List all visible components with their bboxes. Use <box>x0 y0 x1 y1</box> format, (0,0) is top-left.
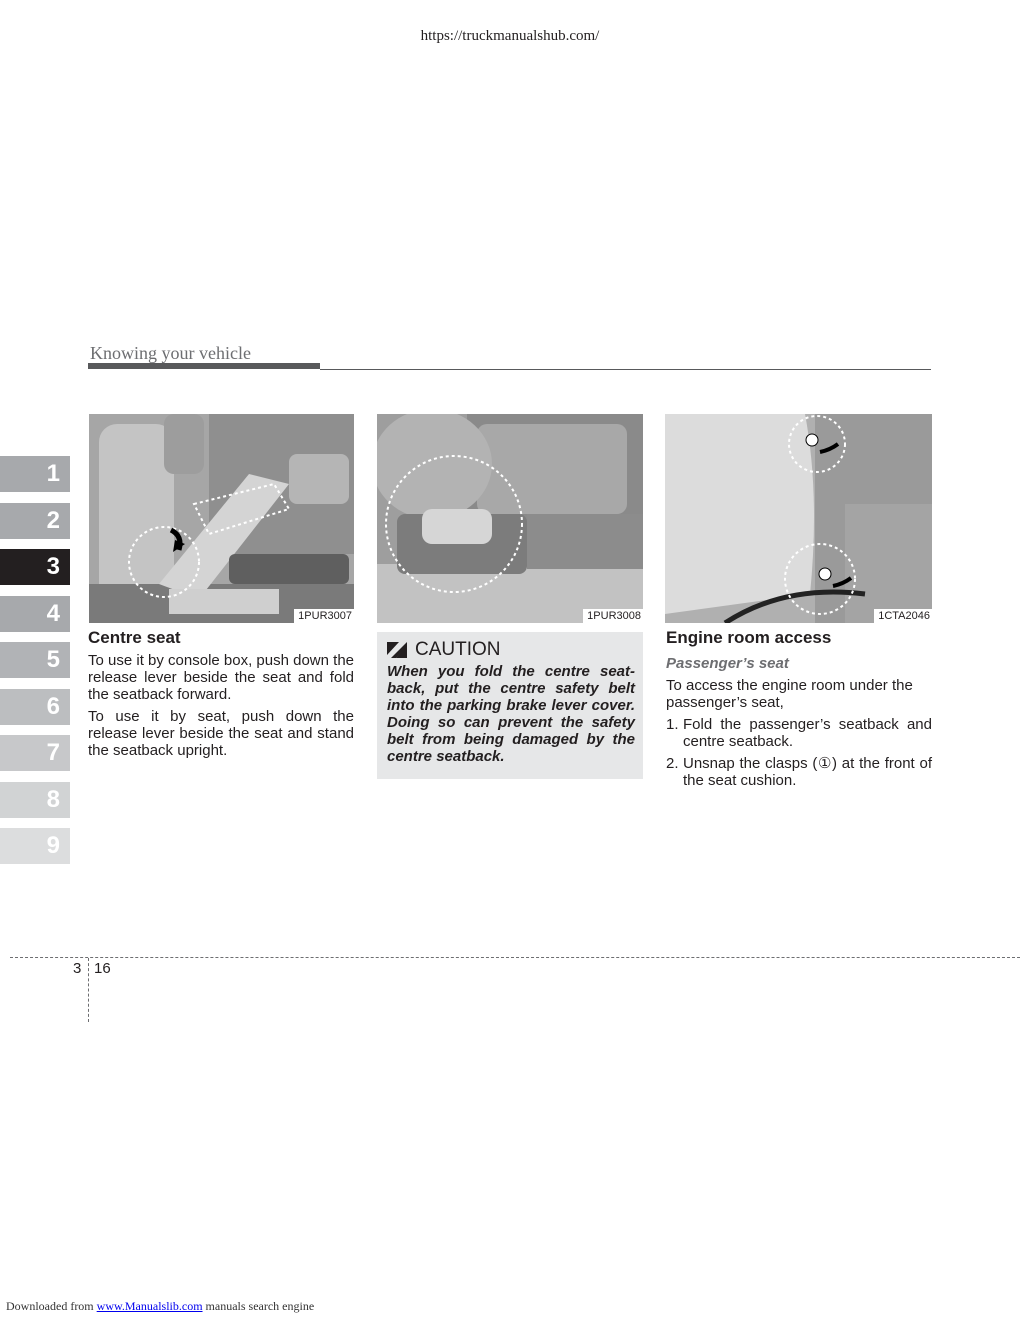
chapter-tab-4[interactable]: 4 <box>0 596 70 632</box>
chapter-tab-7[interactable]: 7 <box>0 735 70 771</box>
header-rule <box>320 369 931 370</box>
console-photo <box>377 414 643 623</box>
centre-seat-photo <box>89 414 354 623</box>
caution-box <box>377 632 643 779</box>
chapter-tab-8[interactable]: 8 <box>0 782 70 818</box>
chapter-tab-5[interactable]: 5 <box>0 642 70 678</box>
centre-seat-heading: Centre seat <box>88 628 181 647</box>
chapter-tab-3[interactable]: 3 <box>0 549 70 585</box>
list-item <box>666 716 932 750</box>
download-footer: Downloaded from www.Manualslib.com manuals search engine <box>6 1299 315 1313</box>
section-title: Knowing your vehicle <box>90 343 251 363</box>
list-item <box>666 755 932 789</box>
page-divider <box>10 957 1020 958</box>
step-text: Unsnap the clasps (①) at the front of the seat cushion. <box>683 755 932 789</box>
step-number: 2. <box>666 755 679 772</box>
chapter-tab-6[interactable]: 6 <box>0 689 70 725</box>
passenger-seat-photo <box>665 414 932 623</box>
manualslib-link[interactable]: www.Manualslib.com <box>96 1299 203 1313</box>
photo-code: 1PUR3007 <box>294 609 354 623</box>
engine-room-heading: Engine room access <box>666 628 832 647</box>
chapter-tab-1[interactable]: 1 <box>0 456 70 492</box>
page-number: 16 <box>94 960 111 977</box>
header-bar <box>88 363 320 369</box>
chapter-number: 3 <box>73 960 82 977</box>
engine-room-intro: To access the engine room under the passenger’s seat, <box>666 677 913 711</box>
centre-seat-section <box>88 628 354 759</box>
page-number-divider <box>88 958 89 1022</box>
photo-code: 1PUR3008 <box>583 609 643 623</box>
caution-text: When you fold the centre seat-back, put the centre safety belt into the parking brake lever cover. Doing so can prevent the safety belt from being damaged by the centre seatback. <box>387 663 635 765</box>
passenger-seat-subheading: Passenger’s seat <box>666 655 789 672</box>
centre-seat-para-1: To use it by console box, push down the release lever beside the seat and fold the seatback forward. <box>88 652 355 703</box>
photo-code: 1CTA2046 <box>874 609 932 623</box>
step-number: 1. <box>666 716 679 733</box>
chapter-tab-2[interactable]: 2 <box>0 503 70 539</box>
chapter-tab-9[interactable]: 9 <box>0 828 70 864</box>
step-text: Fold the passenger’s seatback and centre seatback. <box>683 716 932 750</box>
engine-room-section <box>666 628 932 789</box>
source-url: https://truckmanualshub.com/ <box>420 28 600 44</box>
centre-seat-para-2: To use it by seat, push down the release lever beside the seat and stand the seatback upright. <box>88 708 354 759</box>
chapter-tabs <box>0 456 70 875</box>
caution-label: CAUTION <box>415 639 501 660</box>
caution-icon <box>387 642 407 658</box>
